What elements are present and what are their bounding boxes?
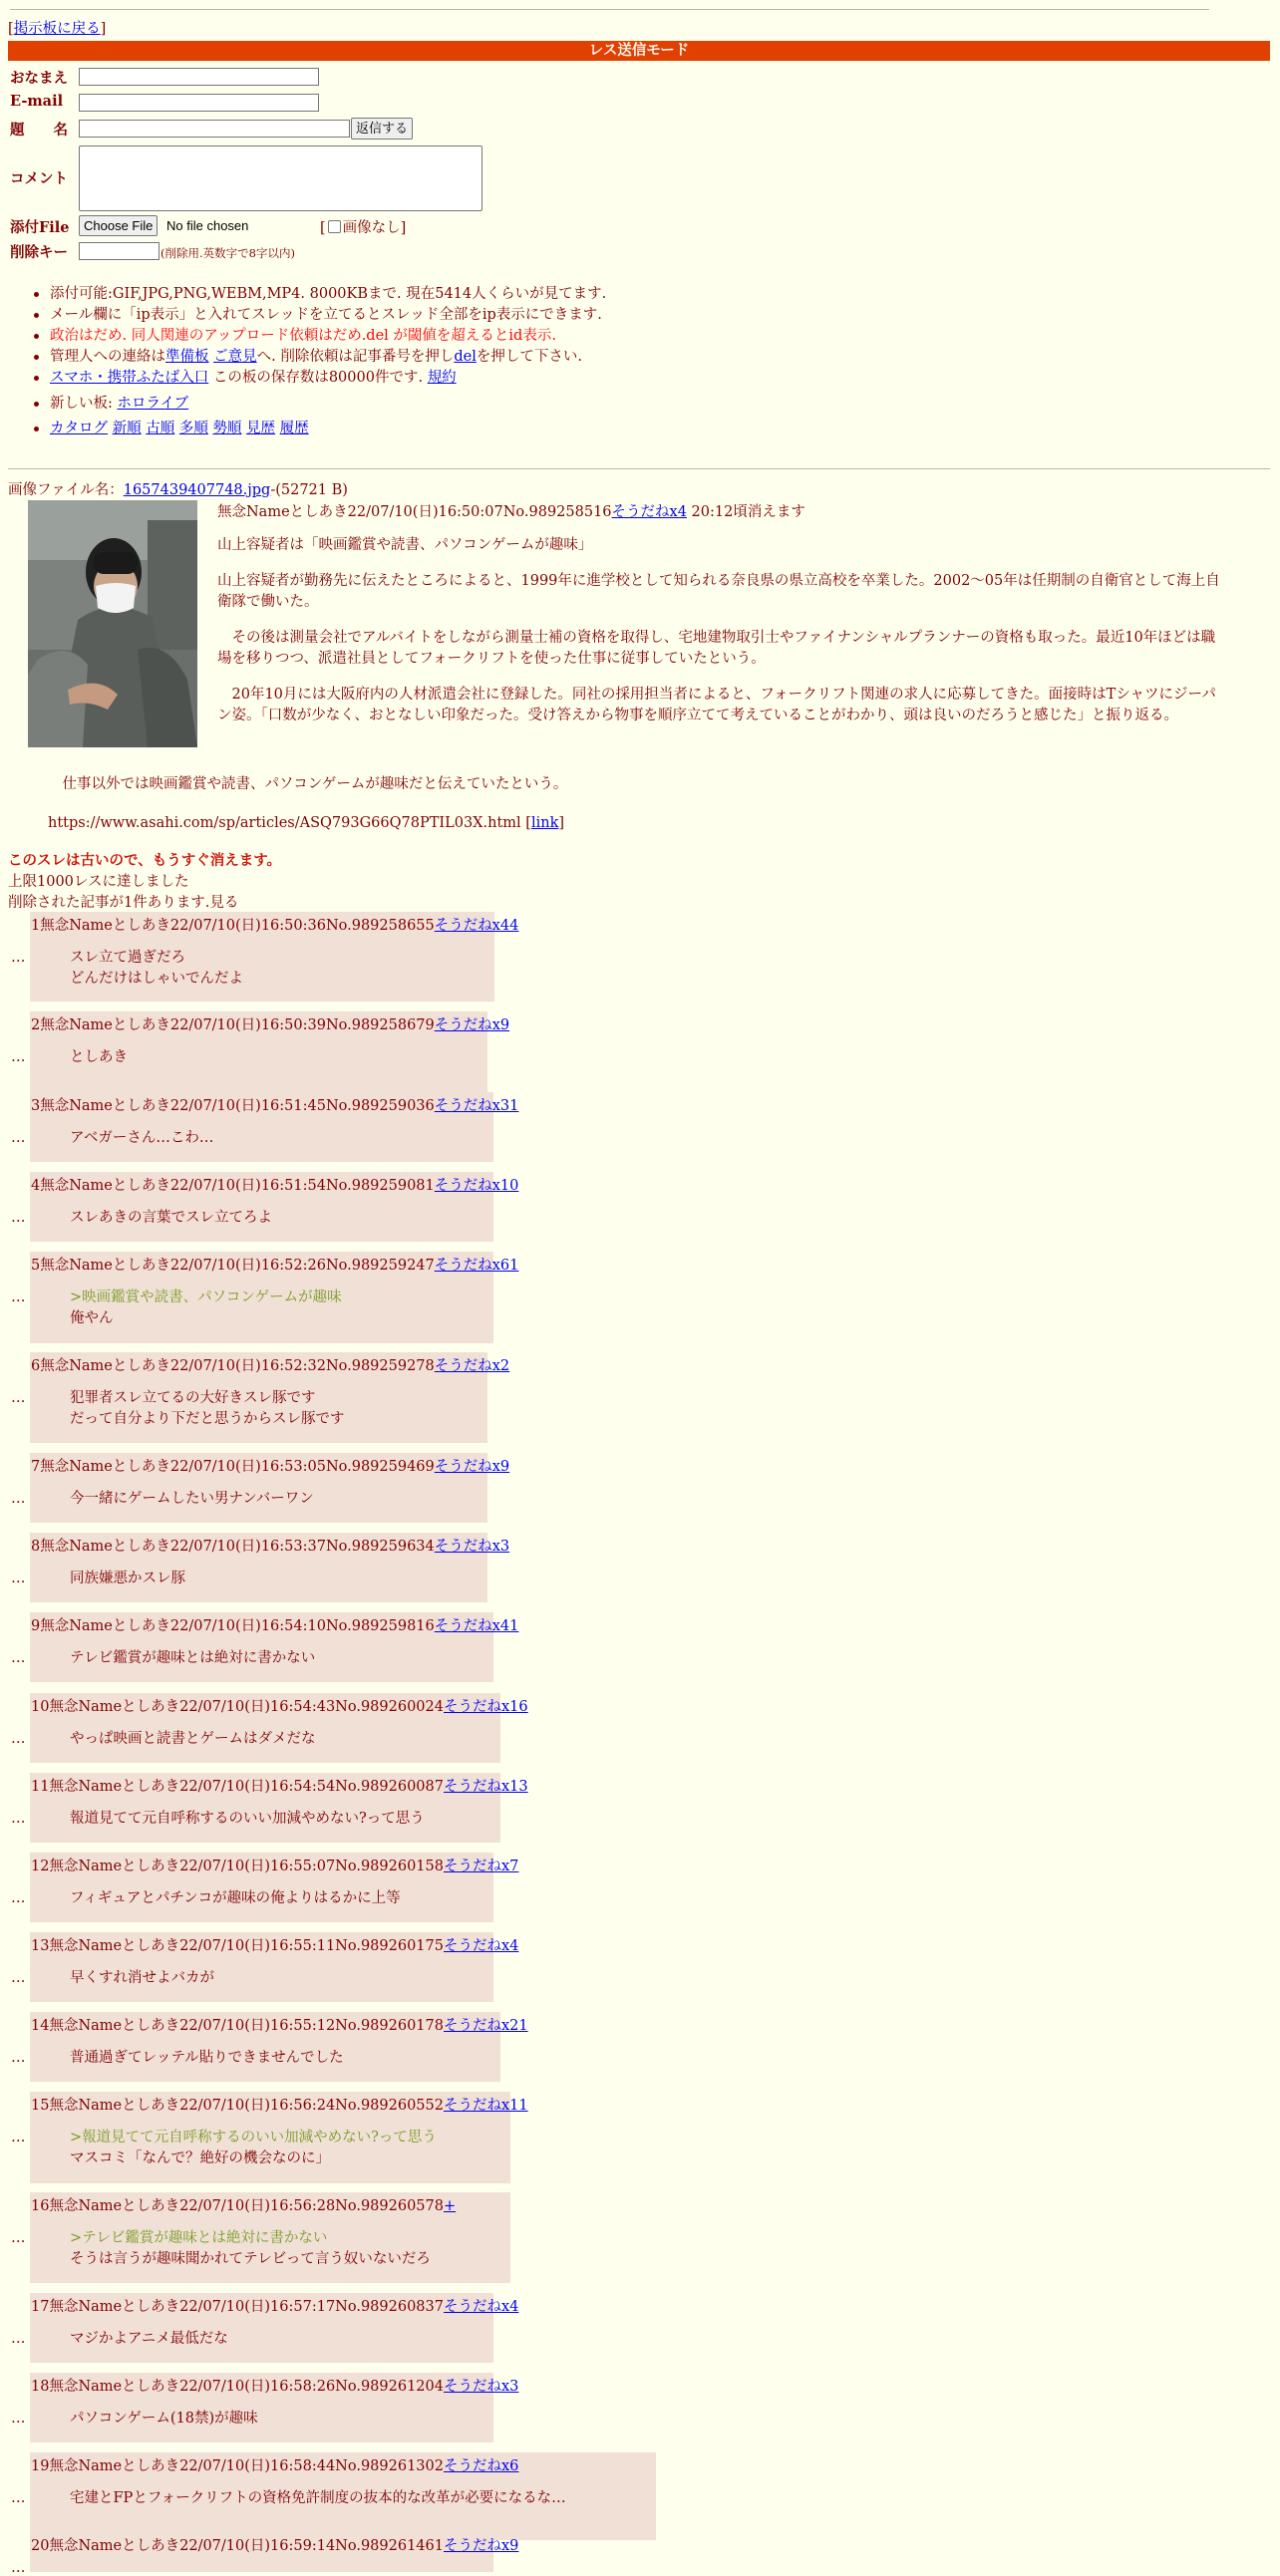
reply-header-text: 8無念Nameとしあき22/07/10(日)16:53:37No.989259634 — [31, 1539, 435, 1555]
reply-header-text: 18無念Nameとしあき22/07/10(日)16:58:26No.989261204 — [31, 2379, 444, 2395]
reply-header — [31, 1535, 509, 1556]
reply-header-text: 14無念Nameとしあき22/07/10(日)16:55:12No.989260178 — [31, 2018, 444, 2034]
reply-ellipsis: … — [11, 2050, 26, 2066]
reply-header — [31, 2094, 528, 2115]
reply-ellipsis: … — [11, 2331, 26, 2347]
sodane-link[interactable]: そうだねx3 — [434, 1539, 510, 1555]
delete-key-note: (削除用.英数字で8字以内) — [160, 246, 295, 260]
reply-ellipsis: … — [11, 1731, 26, 1747]
reply-ellipsis: … — [11, 1130, 26, 1146]
file-label: 添付File — [10, 219, 70, 236]
view-history-link[interactable]: 見歴 — [246, 421, 276, 436]
reply-ellipsis: … — [11, 1289, 26, 1305]
email-input[interactable] — [79, 94, 319, 112]
reply-ellipsis: … — [11, 1650, 26, 1666]
reply-body-line: パソコンゲーム(18禁)が趣味 — [70, 2411, 258, 2427]
sodane-link[interactable]: そうだねx31 — [434, 1098, 519, 1114]
reply-header-text: 3無念Nameとしあき22/07/10(日)16:51:45No.989259036 — [31, 1098, 435, 1114]
subject-label: 題 名 — [10, 122, 68, 139]
reply-header — [31, 2194, 456, 2215]
file-prefix: 画像ファイル名： — [8, 482, 124, 498]
reply-header-text: 15無念Nameとしあき22/07/10(日)16:56:24No.989260552 — [31, 2098, 444, 2114]
op-paragraph: その後は測量会社でアルバイトをしながら測量士補の資格を取得し、宅地建物取引士やファイナンシャルプランナーの資格も取った。最近10年ほどは職場を移りつつ、派遣社員としてフォークリフトを使った仕事に従事していたという。 — [217, 630, 1216, 667]
reply-header-text: 9無念Nameとしあき22/07/10(日)16:54:10No.989259816 — [31, 1618, 435, 1634]
reply-header-text: 5無念Nameとしあき22/07/10(日)16:52:26No.989259247 — [31, 1258, 435, 1274]
no-file-text: No file chosen — [166, 218, 249, 233]
reply-body-line: 犯罪者スレ立てるの大好きスレ豚です — [70, 1390, 316, 1406]
prep-board-link[interactable]: 準備板 — [165, 349, 209, 365]
sodane-link[interactable]: そうだねx9 — [434, 1459, 510, 1475]
reply-header — [31, 914, 518, 935]
op-header-text: 無念Nameとしあき22/07/10(日)16:50:07No.989258516 — [217, 504, 612, 520]
op-paragraph: 山上容疑者が勤務先に伝えたところによると、1999年に進学校として知られる奈良県の県立高校を卒業した。2002～05年は任期制の自衛官として海上自衛隊で働いた。 — [217, 573, 1220, 610]
back-to-board-link[interactable]: 掲示板に戻る — [13, 21, 101, 37]
reply-ellipsis: … — [11, 2230, 26, 2246]
reply-header-text: 11無念Nameとしあき22/07/10(日)16:54:54No.989260087 — [31, 1779, 444, 1795]
top-divider — [10, 9, 1209, 10]
reply-body-line: 報道見てて元自呼称するのいい加減やめない?って思う — [70, 1811, 425, 1827]
op-extra-line: 仕事以外では映画鑑賞や読書、パソコンゲームが趣味だと伝えていたという。 — [48, 776, 568, 792]
reply-body-line: スレあきの言葉でスレ立てろよ — [70, 1210, 272, 1226]
reply-header — [31, 1094, 518, 1115]
rule-text: 添付可能:GIF,JPG,PNG,WEBM,MP4. 8000KBまで. 現在5414人くらいが見てます. — [50, 286, 607, 302]
thread-old-warning: このスレは古いので、もうすぐ消えます。 — [8, 852, 282, 869]
reply-ellipsis: … — [11, 2130, 26, 2146]
sort-many-link[interactable]: 多順 — [178, 421, 208, 436]
reply-post — [30, 2012, 528, 2082]
reply-body-line: スレ立て過ぎだろ — [70, 950, 185, 966]
reply-header — [31, 1174, 518, 1195]
no-image-option: [ 画像なし] — [320, 220, 407, 236]
reply-body-line: 今一緒にゲームしたい男ナンバーワン — [70, 1491, 314, 1507]
reply-post — [30, 1453, 510, 1523]
rule-text: へ. 削除依頼は記事番号を押し — [256, 349, 455, 365]
reply-post — [30, 1352, 510, 1443]
reply-ellipsis: … — [11, 1571, 26, 1586]
reply-body-line: フィギュアとパチンコが趣味の俺よりはるかに上等 — [70, 1890, 401, 1906]
sodane-link[interactable]: そうだねx7 — [443, 1859, 519, 1874]
reply-post — [30, 1011, 510, 1101]
reply-quote-line: >映画鑑賞や読書、パソコンゲームが趣味 — [70, 1289, 342, 1305]
delete-key-input[interactable] — [79, 242, 160, 260]
new-board-item — [50, 389, 606, 419]
new-board-prefix: 新しい板: — [50, 396, 118, 412]
reply-post — [30, 1092, 519, 1162]
reply-header — [31, 2375, 518, 2396]
reply-header — [31, 2454, 518, 2475]
rule-item-mobile — [50, 368, 606, 389]
reply-ellipsis: … — [11, 1210, 26, 1226]
reply-limit-notice: 上限1000レスに達しました — [8, 874, 189, 890]
sodane-link[interactable]: そうだねx9 — [434, 1017, 510, 1033]
rule-item-politics — [50, 326, 606, 347]
reply-body-line: テレビ鑑賞が趣味とは絶対に書かない — [70, 1650, 316, 1666]
reply-header — [31, 2014, 528, 2035]
reply-post — [30, 2192, 510, 2283]
no-image-checkbox[interactable] — [328, 220, 341, 233]
reply-header-text: 13無念Nameとしあき22/07/10(日)16:55:11No.989260175 — [31, 1938, 444, 1954]
catalog-links — [50, 419, 606, 439]
reply-header-text: 10無念Nameとしあき22/07/10(日)16:54:43No.989260024 — [31, 1699, 444, 1715]
reply-ellipsis: … — [11, 1390, 26, 1406]
reply-body-line: マジかよアニメ最低だな — [70, 2331, 228, 2347]
rule-text: を押して下さい. — [476, 349, 582, 365]
reply-ellipsis: … — [11, 1811, 26, 1827]
op-url-text: https://www.asahi.com/sp/articles/ASQ793G66Q78PTIL03X.html — [48, 815, 521, 831]
op-paragraph: 山上容疑者は「映画鑑賞や読書、パソコンゲームが趣味」 — [217, 537, 593, 553]
reply-post — [30, 1853, 519, 1922]
op-file-link[interactable]: 1657439407748.jpg — [123, 482, 271, 498]
rule-item — [50, 305, 606, 326]
sodane-link[interactable]: そうだねx44 — [434, 918, 519, 934]
op-expire-time: 20:12頃消えます — [686, 504, 805, 520]
reply-header-text: 19無念Nameとしあき22/07/10(日)16:58:44No.989261302 — [31, 2458, 444, 2474]
reply-header — [31, 1614, 518, 1635]
sodane-link[interactable]: そうだねx10 — [434, 1178, 519, 1194]
email-label: E-mail — [10, 93, 64, 110]
op-paragraph: 20年10月には大阪府内の人材派遣会社に登録した。同社の採用担当者によると、フォークリフト関連の求人に応募してきた。面接時はTシャツにジーパン姿。「口数が少なく、おとなしい印象だった。受け答えから物事を順序立てて考えていることがわかり、頭は良いのだろうと感じた」と振り返る。 — [217, 687, 1216, 723]
sodane-link[interactable]: そうだねx2 — [434, 1358, 510, 1374]
rule-text: 政治はだめ. 同人関連のアップロード依頼はだめ.del が閾値を超えるとid表示. — [50, 328, 556, 344]
reply-post — [30, 1172, 519, 1242]
rule-text: この板の保存数は80000件です. — [208, 370, 424, 386]
reply-post — [30, 1252, 519, 1343]
reply-body-line: 俺やん — [70, 1310, 114, 1326]
thread-divider — [8, 468, 1270, 469]
reply-header-text: 7無念Nameとしあき22/07/10(日)16:53:05No.989259469 — [31, 1459, 435, 1475]
sodane-link[interactable]: そうだねx16 — [443, 1699, 528, 1715]
reply-mode-bar: レス送信モード — [8, 41, 1270, 61]
comment-textarea[interactable] — [79, 145, 482, 211]
sodane-link[interactable]: そうだねx3 — [443, 2379, 519, 2395]
reply-ellipsis: … — [11, 1049, 26, 1065]
rule-item — [50, 284, 606, 305]
name-input[interactable] — [79, 68, 319, 86]
op-source-line: https://www.asahi.com/sp/articles/ASQ793G66Q78PTIL03X.html [link] — [48, 815, 565, 831]
reply-header — [31, 1775, 528, 1796]
reply-body-line: 普通過ぎてレッテル貼りできませんでした — [70, 2050, 344, 2066]
op-sodane-link[interactable]: そうだねx4 — [611, 504, 687, 520]
board-rules — [50, 284, 606, 439]
reply-header — [31, 1455, 509, 1476]
sodane-link[interactable]: + — [443, 2198, 457, 2214]
back-link-wrapper: [掲示板に戻る] — [8, 21, 107, 37]
reply-post — [30, 2532, 519, 2572]
reply-body-line: 同族嫌悪かスレ豚 — [70, 1571, 185, 1586]
reply-post — [30, 1612, 519, 1682]
catalog-link[interactable]: カタログ — [50, 421, 108, 436]
reply-header — [31, 1354, 509, 1375]
file-size: -(52721 B) — [270, 482, 348, 498]
sodane-link[interactable]: そうだねx21 — [443, 2018, 528, 2034]
reply-header-text: 6無念Nameとしあき22/07/10(日)16:52:32No.989259278 — [31, 1358, 435, 1374]
sodane-link[interactable]: そうだねx4 — [443, 1938, 519, 1954]
reply-ellipsis: … — [11, 2411, 26, 2427]
op-header — [217, 500, 805, 521]
reply-post — [30, 1693, 528, 1763]
sort-old-link[interactable]: 古順 — [146, 421, 175, 436]
reply-header-text: 17無念Nameとしあき22/07/10(日)16:57:17No.989260837 — [31, 2299, 444, 2315]
reply-body-line: どんだけはしゃいでんだよ — [70, 971, 243, 987]
reply-header-text: 1無念Nameとしあき22/07/10(日)16:50:36No.989258655 — [31, 918, 435, 934]
reply-header — [31, 2534, 518, 2555]
reply-body-line: 宅建とFPとフォークリフトの資格免許制度の抜本的な改革が必要になるな… — [70, 2490, 566, 2506]
reply-ellipsis: … — [11, 2560, 26, 2576]
del-link[interactable]: del — [454, 349, 477, 365]
sodane-link[interactable]: そうだねx61 — [434, 1258, 519, 1274]
reply-post — [30, 2452, 656, 2540]
reply-quote-line: >報道見てて元自呼称するのいい加減やめない?って思う — [70, 2130, 437, 2146]
reply-ellipsis: … — [11, 1890, 26, 1906]
reply-header — [31, 1934, 518, 1955]
choose-file-button[interactable]: Choose File — [79, 215, 158, 236]
reply-header — [31, 1695, 528, 1716]
sort-momentum-link[interactable]: 勢順 — [212, 421, 242, 436]
reply-post — [30, 1932, 519, 2002]
delete-key-label: 削除キー — [10, 244, 68, 261]
reply-header — [31, 2295, 518, 2316]
reply-ellipsis: … — [11, 950, 26, 966]
deleted-posts-notice[interactable]: 削除された記事が1件あります.見る — [8, 895, 239, 911]
reply-post — [30, 2373, 519, 2442]
rule-item-contact — [50, 347, 606, 368]
sodane-link[interactable]: そうだねx6 — [443, 2458, 519, 2474]
terms-link[interactable]: 規約 — [427, 370, 457, 386]
reply-header-text: 12無念Nameとしあき22/07/10(日)16:55:07No.989260158 — [31, 1859, 444, 1874]
subject-input[interactable] — [79, 120, 350, 138]
reply-header — [31, 1013, 509, 1034]
sodane-link[interactable]: そうだねx4 — [443, 2299, 519, 2315]
reply-post — [30, 2092, 528, 2183]
reply-quote-line: >テレビ鑑賞が趣味とは絶対に書かない — [70, 2230, 328, 2246]
op-thumbnail[interactable] — [28, 500, 197, 747]
reply-header — [31, 1855, 518, 1875]
sodane-link[interactable]: そうだねx13 — [443, 1779, 528, 1795]
op-body — [217, 535, 1224, 741]
reply-ellipsis: … — [11, 1491, 26, 1507]
reply-header-text: 4無念Nameとしあき22/07/10(日)16:51:54No.989259081 — [31, 1178, 435, 1194]
reply-post — [30, 2293, 519, 2363]
reply-body-line: 早くすれ消せよバカが — [70, 1970, 214, 1986]
reply-header-text: 16無念Nameとしあき22/07/10(日)16:56:28No.989260578 — [31, 2198, 444, 2214]
sodane-link[interactable]: そうだねx41 — [434, 1618, 519, 1634]
reply-post — [30, 1533, 510, 1602]
name-label: おなまえ — [10, 70, 68, 87]
post-history-link[interactable]: 履歴 — [279, 421, 309, 436]
mobile-entry-link[interactable]: スマホ・携帯ふたば入口 — [50, 370, 209, 386]
sodane-link[interactable]: そうだねx9 — [443, 2538, 519, 2554]
reply-body-line: としあき — [70, 1049, 128, 1065]
no-image-label: 画像なし — [342, 220, 401, 236]
reply-post — [30, 1773, 528, 1843]
op-file-line — [8, 478, 348, 499]
feedback-link[interactable]: ご意見 — [213, 349, 257, 365]
reply-body-line: やっぱ映画と読書とゲームはダメだな — [70, 1731, 316, 1747]
op-source-link[interactable]: link — [530, 815, 559, 831]
reply-body-line: マスコミ「なんで？絶好の機会なのに」 — [70, 2150, 330, 2166]
reply-header — [31, 1254, 518, 1275]
reply-header-text: 20無念Nameとしあき22/07/10(日)16:59:14No.989261461 — [31, 2538, 444, 2554]
submit-reply-button[interactable]: 返信する — [351, 118, 413, 140]
reply-body-line: アベガーさん…こわ… — [70, 1130, 214, 1146]
sodane-link[interactable]: そうだねx11 — [443, 2098, 528, 2114]
reply-ellipsis: … — [11, 2490, 26, 2506]
reply-header-text: 2無念Nameとしあき22/07/10(日)16:50:39No.989258679 — [31, 1017, 435, 1033]
rule-text: 管理人への連絡は — [50, 349, 165, 365]
comment-label: コメント — [10, 170, 68, 187]
reply-ellipsis: … — [11, 1970, 26, 1986]
rule-text: メール欄に「ip表示」と入れてスレッドを立てるとスレッド全部をip表示にできます. — [50, 307, 602, 323]
reply-body-line: そうは言うが趣味聞かれてテレビって言う奴いないだろ — [70, 2251, 431, 2267]
new-board-link[interactable]: ホロライブ — [117, 396, 189, 412]
sort-new-link[interactable]: 新順 — [112, 421, 142, 436]
reply-post — [30, 912, 519, 1002]
reply-body-line: だって自分より下だと思うからスレ豚です — [70, 1411, 345, 1427]
